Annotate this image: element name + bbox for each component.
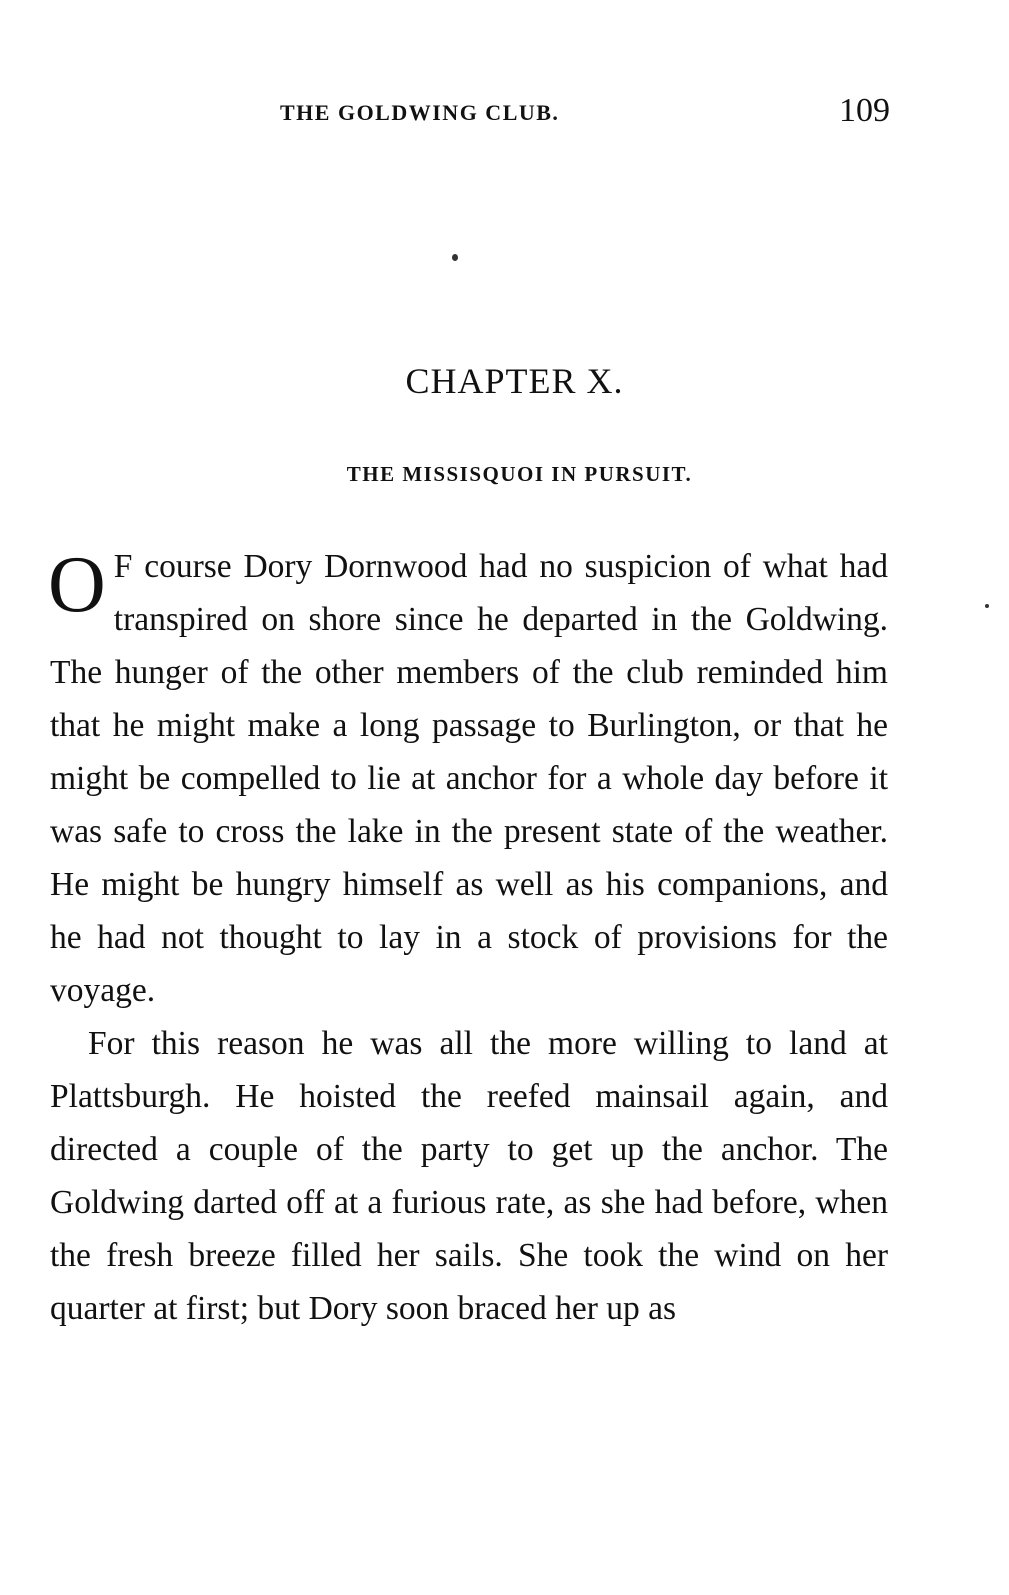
print-speck [452,254,458,261]
running-head [280,92,890,132]
chapter-subtitle: THE MISSISQUOI IN PURSUIT. [346,462,693,486]
paragraph-1-text: F course Dory Dornwood had no suspicion of what had transpired on shore since he departed in the Goldwing. The hunger of the other members of the club reminded him that he might make a long passage to Burlington, or that he might be compelled to lie at anchor for a whole day before it was safe to cross the lake in the present state of the weather. He might be hungry himself as well as his companions, and he had not thought to lay in a stock of provisions for the voyage. [50,548,888,1009]
chapter-title: CHAPTER X. [405,361,624,401]
paragraph-2-text: For this reason he was all the more willing to land at Plattsburgh. He hoisted the reefed mainsail again, and directed a couple of the party to get up the anchor. The Goldwing darted off at a furious rate, as she had before, when the fresh breeze filled her sails. She took the wind on her quarter at first; but Dory soon braced her up as [50,1025,888,1327]
print-speck [985,604,989,608]
paragraph-1 [50,540,888,1017]
body-text [50,540,888,1335]
page-number: 109 [839,92,890,129]
running-title: THE GOLDWING CLUB. [280,100,560,125]
paragraph-2 [50,1017,888,1335]
drop-cap: O [48,541,106,629]
